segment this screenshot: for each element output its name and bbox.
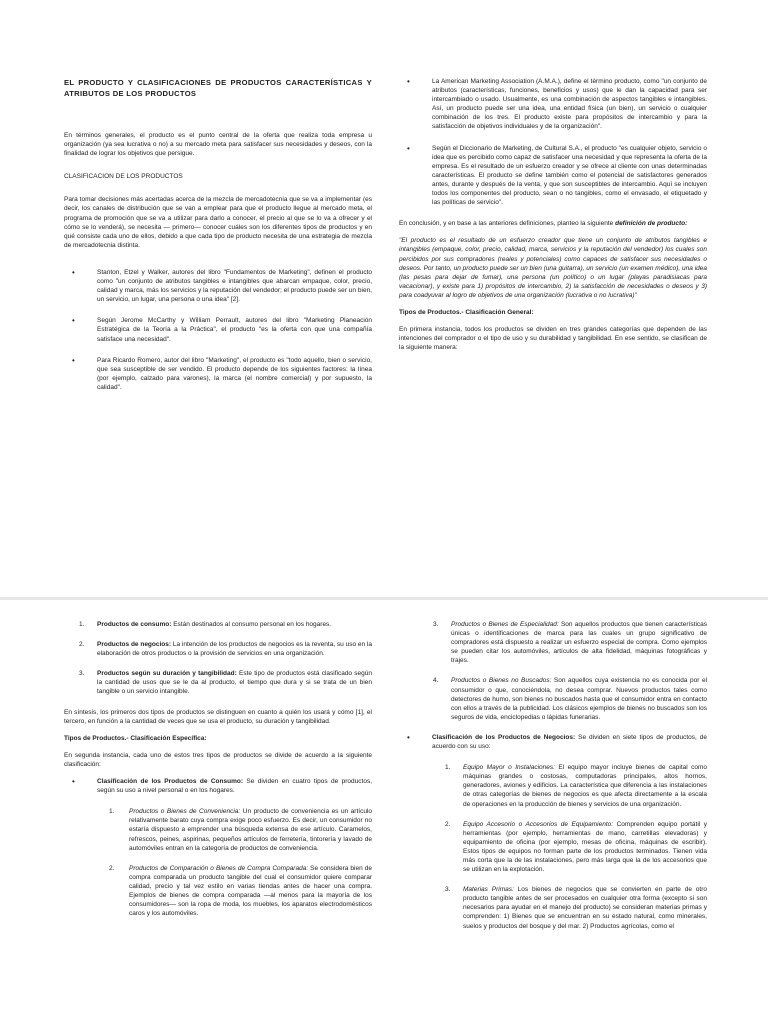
conclusion-lead: En conclusión, y en base a las anteriores definiciones, planteo la siguiente xyxy=(399,220,614,228)
general-classification-heading: Tipos de Productos.- Clasificación General: xyxy=(399,308,534,316)
list-item: 3. Productos según su duración y tangibilidad: Este tipo de productos está clasificado según la cantidad de usos que se le da al producto, el tiempo que dura y si se trata de un bien tangible o un servicio intangible. xyxy=(79,670,372,696)
page1-right-column xyxy=(399,77,707,360)
section-paragraph: Para tomar decisiones más acertadas acerca de la mezcla de mercadotecnia que se va a implementar (es decir, los canales de distribución que se van a emplear para que el producto llegue al mercado meta, el programa de promoción que se va a utilizar para darlo a conocer, el precio al que se lo va a ofrecer y el cómo se lo venderá), se necesita — primero— conocer cuáles son los diferentes tipos de productos y en qué consiste cada uno de ellos, debido a que cada tipo de producto necesita de una estrategia de mezcla de mercadotecnia distinta. xyxy=(64,196,372,249)
intro-paragraph: En términos generales, el producto es el punto central de la oferta que realiza toda empresa u organización (ya sea lucrativa o no) a su mercado meta para satisfacer sus necesidades y deseos, con la finalidad de lograr los objetivos que persigue. xyxy=(64,132,372,158)
page2-left-column xyxy=(64,620,372,929)
section-heading: CLASIFICACION DE LOS PRODUCTOS xyxy=(64,173,183,181)
list-item: • Según el Diccionario de Marketing, de Cultural S.A., el producto "es cualquier objeto, servicio o idea que es percibido como capaz de satisfacer una necesidad y que representa la oferta de la empresa. Es el resultado de un esfuerzo creador y se ofrece al cliente con unas determinadas características. El producto se define también como el potencial de satisfactores generados antes, durante y después de la venta, y que son susceptibles de intercambio. Aquí se incluyen todos los componentes del producto, sean o no tangibles, como el envasado, el etiquetado y las políticas de servicio". xyxy=(399,144,707,208)
list-item: 1. Productos o Bienes de Conveniencia: Un producto de conveniencia es un artículo relativamente barato cuya compra exige poco esfuerzo. Es decir, un consumidor no estaría dispuesto a emprender una búsqueda extensa de ese artículo. Caramelos, refrescos, peines, aspirinas, pequeños artículos de ferretería, tintorería y lavado de automóviles entran en la categoría de productos de conveniencia. xyxy=(109,808,372,852)
business-types-list xyxy=(399,763,707,931)
definitions-list-left xyxy=(64,268,372,392)
list-item: 3. Materias Primas: Los bienes de negocios que se convierten en parte de otro producto tangible antes de ser procesados en cualquier otra forma (excepto si son necesarios para ayudar en el manejo del producto) se consideran materias primas y comprenden: 1) Bienes que se encuentran en su estado natural, como minerales, suelos y productos del bosque y del mar. 2) Productos agrícolas, como el xyxy=(445,886,707,930)
list-item: • Según Jerome McCarthy y William Perrault, autores del libro "Marketing Planeación Estratégica de la Teoría a la Práctica", el producto "es la oferta con que una compañía satisface una necesidad". xyxy=(64,316,372,343)
consumer-types-list-continued xyxy=(399,620,707,722)
conclusion-term: definición de producto: xyxy=(615,220,688,228)
list-item: 1. Productos de consumo: Están destinados al consumo personal en los hogares. xyxy=(79,621,332,628)
page1-left-column xyxy=(64,77,372,404)
list-item: • La American Marketing Association (A.M.A.), define el término producto, como "un conjunto de atributos (características, funciones, beneficios y usos) que le dan la capacidad para ser intercambiado o usado. Usualmente, es una combinación de aspectos tangibles e intangibles. Así, un producto puede ser una idea, una entidad física (un bien), un servicio o cualquier combinación de los tres. El producto existe para propósitos de intercambio y para la satisfacción de objetivos individuales y de la organización". xyxy=(399,77,707,132)
list-item: 2. Productos de negocios: La intención de los productos de negocios es la reventa, su uso en la elaboración de otros productos o la provisión de servicios en una organización. xyxy=(79,641,372,658)
business-products-item: • Clasificación de los Productos de Negocios: Se dividen en siete tipos de productos, de acuerdo con su uso: xyxy=(399,733,707,751)
specific-classification-heading: Tipos de Productos.- Clasificación Específica: xyxy=(64,734,207,742)
list-item: • Para Ricardo Romero, autor del libro "Marketing", el producto es "todo aquello, bien o servicio, que sea susceptible de ser vendido. El producto depende de los siguientes factores: la línea (por ejemplo, calzado para varones), la marca (el nombre comercial) y por supuesto, la calidad". xyxy=(64,356,372,392)
document-page-2 xyxy=(0,600,768,1024)
page2-right-column xyxy=(399,620,707,942)
summary-paragraph: En síntesis, los primeros dos tipos de productos se distinguen en cuanto a quién los usará y cómo [1], el tercero, en función a la cantidad de veces que se usa el producto, su duración y tangibilidad. xyxy=(64,708,372,725)
consumer-products-item: • Clasificación de los Productos de Consumo: Se dividen en cuatro tipos de productos, según su uso a nivel personal o en los hogares. xyxy=(64,777,372,795)
list-item: 1. Equipo Mayor o Instalaciones: El equipo mayor incluye bienes de capital como máquinas grandes o costosas, computadoras principales, altos hornos, generadores, aviones y edificios. La característica que diferencia a las instalaciones de otras categorías de bienes de negocios es que afecta directamente a la escala de operaciones en la producción de bienes y servicios de una organización. xyxy=(445,764,707,808)
definitions-list-right xyxy=(399,77,707,207)
list-item: • Stanton, Etzel y Walker, autores del libro "Fundamentos de Marketing", definen el producto como "un conjunto de atributos tangibles e intangibles que abarcan empaque, color, precio, calidad y marca, más los servicios y la reputación del vendedor; el producto puede ser un bien, un servicio, un lugar, una persona o una idea" [2]. xyxy=(64,268,372,304)
list-item: 2. Equipo Accesorio o Accesorios de Equipamiento: Comprenden equipo portátil y herramientas (por ejemplo, herramientas de mano, carretillas elevadoras) y equipamiento de oficina (por ejemplo, mesas de oficina, máquinas de escribir). Estos tipos de equipos no forman parte de los productos terminados. Tienen vida más corta que la de las instalaciones, pero más larga que la de los accesorios que se utilizan en la explotación. xyxy=(445,820,707,874)
document-title: EL PRODUCTO Y CLASIFICACIONES DE PRODUCTOS CARACTERÍSTICAS Y ATRIBUTOS DE LOS PRODUCTOS xyxy=(64,78,372,98)
general-classification-paragraph: En primera instancia, todos los productos se dividen en tres grandes categorías que dependen de las intenciones del comprador o el tipo de uso y su durabilidad y tangibilidad. En ese sentido, se clasifican de la siguiente manera: xyxy=(399,326,707,352)
conclusion-paragraph xyxy=(399,219,707,228)
product-definition: "El producto es el resultado de un esfuerzo creador que tiene un conjunto de atributos tangibles e intangibles (empaque, color, precio, calidad, marca, servicios y la reputación del vendedor) los cuales son percibidos por sus compradores (reales y potenciales) como capaces de satisfacer sus necesidades o deseos. Por tanto, un producto puede ser un bien (una guitarra), un servicio (un examen médico), una idea (las pesas para dejar de fumar), una persona (un político) o un lugar (playas paradisiacas para vacacionar), y existe para 1) propósitos de intercambio, 2) la satisfacción de necesidades o deseos y 3) para coadyuvar al logro de objetivos de una organización (lucrativa o no lucrativa)" xyxy=(399,237,707,299)
list-item: 4. Productos o Bienes no Buscados: Son aquellos cuya existencia no es conocida por el consumidor o que, conociéndola, no desea comprar. Nuevos productos tales como detectores de humo, son bienes no buscados hasta que el consumidor entra en contacto con ellos a través de la publicidad. Los clásicos ejemplos de bienes no buscados son los seguros de vida, enciclopedias o lápidas funerarias. xyxy=(433,677,708,721)
consumer-types-list xyxy=(64,807,372,918)
list-item: 3. Productos o Bienes de Especialidad: Son aquellos productos que tienen características únicas o identificaciones de marca para las cuales un grupo significativo de compradores está dispuesto a realizar un esfuerzo especial de compra. Como ejemplos se pueden citar los automóviles, artículos de alta fidelidad, máquinas fotográficas y trajes. xyxy=(433,621,708,665)
general-types-list xyxy=(64,620,372,697)
specific-classification-paragraph: En segunda instancia, cada uno de estos tres tipos de productos se divide de acuerdo a la siguiente clasificación: xyxy=(64,751,372,768)
list-item: 2. Productos de Comparación o Bienes de Compra Comparada: Se considera bien de compra comparada un producto tangible del cual el consumidor quiere comparar calidad, precio y tal vez estilo en varias tiendas antes de hacer una compra. Ejemplos de bienes de compra comparada —al menos para la mayoría de los consumidores— son la ropa de moda, los muebles, los aparatos electrodomésticos caros y los automóviles. xyxy=(109,864,372,918)
